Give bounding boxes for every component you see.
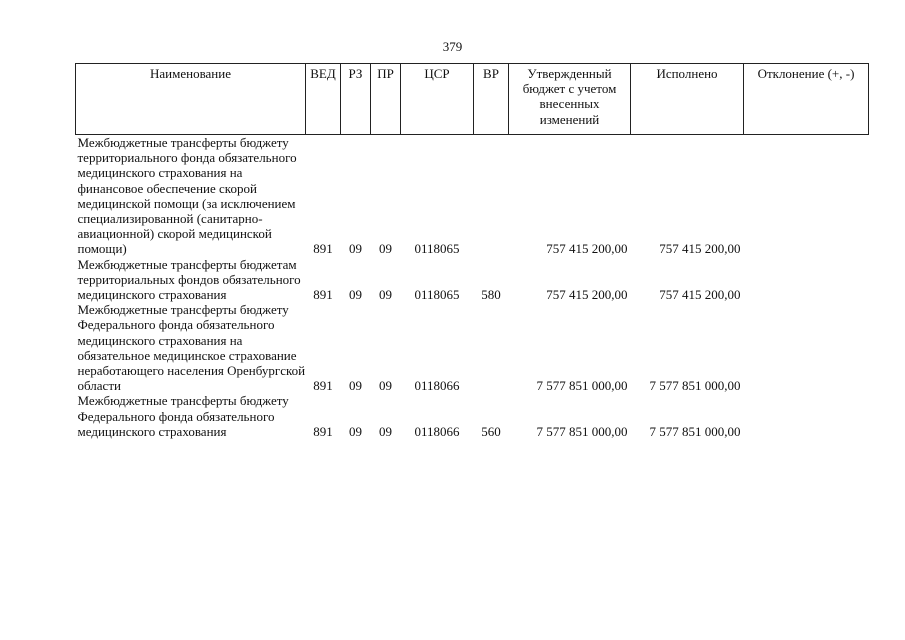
row-deviation	[744, 302, 869, 393]
row-ved: 891	[313, 423, 333, 439]
row-deviation	[744, 393, 869, 439]
row-executed: 757 415 200,00	[659, 241, 741, 257]
table-row	[76, 135, 869, 257]
row-ved: 891	[313, 378, 333, 394]
row-rz: 09	[349, 378, 362, 394]
header-csr: ЦСР	[401, 64, 474, 135]
header-approved: Утвержденный бюджет с учетом внесенных изменений	[509, 64, 631, 135]
row-pr: 09	[379, 287, 392, 303]
row-name: Межбюджетные трансферты бюджету Федерального фонда обязательного медицинского страхования	[77, 393, 289, 439]
header-ved: ВЕД	[306, 64, 341, 135]
header-rz: РЗ	[341, 64, 371, 135]
row-csr: 0118065	[414, 241, 460, 257]
row-deviation	[744, 135, 869, 257]
row-approved: 7 577 851 000,00	[536, 378, 628, 394]
row-ved: 891	[313, 241, 333, 257]
row-rz: 09	[349, 423, 362, 439]
row-executed: 7 577 851 000,00	[649, 423, 741, 439]
row-rz: 09	[349, 241, 362, 257]
row-name: Межбюджетные трансферты бюджету Федерального фонда обязательного медицинского страхования на обязательное медицинское страхование неработающего населения Оренбургской области	[77, 302, 306, 394]
budget-table	[75, 63, 869, 439]
row-pr: 09	[379, 241, 392, 257]
page-number: 379	[442, 39, 463, 54]
row-executed: 757 415 200,00	[659, 287, 741, 303]
row-vr	[474, 302, 509, 393]
row-deviation	[744, 257, 869, 303]
table-row	[76, 257, 869, 303]
header-pr: ПР	[371, 64, 401, 135]
row-name: Межбюджетные трансферты бюджетам территориальных фондов обязательного медицинского страхования	[77, 256, 301, 303]
header-executed: Исполнено	[631, 64, 744, 135]
row-pr: 09	[379, 423, 392, 439]
row-executed: 7 577 851 000,00	[649, 378, 741, 394]
row-vr: 580	[481, 287, 501, 303]
row-csr: 0118065	[414, 287, 460, 303]
header-deviation: Отклонение (+, -)	[744, 64, 869, 135]
row-csr: 0118066	[414, 423, 460, 439]
header-vr: ВР	[474, 64, 509, 135]
row-vr	[474, 135, 509, 257]
row-ved: 891	[313, 287, 333, 303]
row-approved: 7 577 851 000,00	[536, 423, 628, 439]
row-rz: 09	[349, 287, 362, 303]
row-pr: 09	[379, 378, 392, 394]
header-name: Наименование	[76, 64, 306, 135]
row-name: Межбюджетные трансферты бюджету территориального фонда обязательного медицинского страхования на финансовое обеспечение скорой медицинской помощи (за исключением специализированной (санитарно-авиационной) скорой медицинской помощи)	[77, 135, 297, 257]
row-approved: 757 415 200,00	[546, 287, 628, 303]
table-row	[76, 302, 869, 393]
row-csr: 0118066	[414, 378, 460, 394]
table-header-row	[76, 64, 869, 135]
row-vr: 560	[481, 423, 501, 439]
table-row	[76, 393, 869, 439]
row-approved: 757 415 200,00	[546, 241, 628, 257]
